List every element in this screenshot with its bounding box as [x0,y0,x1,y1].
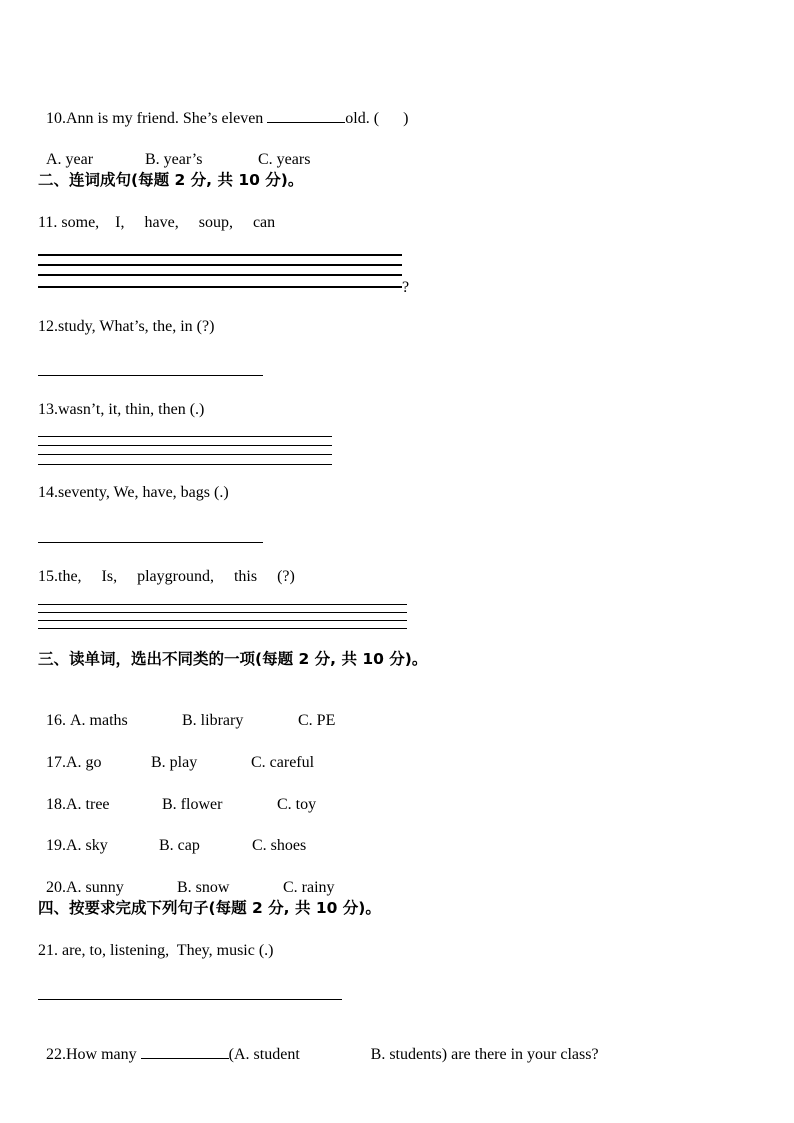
option-c: C. rainy [283,879,335,896]
option-b: B. year’s [145,151,203,168]
option-a: (A. student [228,1046,300,1063]
question-18 [38,775,316,815]
option-c: C. shoes [252,837,307,854]
answer-blank[interactable] [267,108,345,123]
question-number: 19. [46,837,66,854]
option-b: B. students) are there in your class? [370,1046,599,1063]
answer-line[interactable] [38,464,332,465]
answer-line[interactable] [38,612,407,613]
question-10-stem-after: old. ( [345,110,380,127]
question-19 [38,816,306,856]
question-number: 17. [46,754,66,771]
question-10-options [38,130,310,170]
option-c: C. years [258,151,311,168]
question-17 [38,733,314,773]
question-15: 15.the, Is, playground, this (?) [38,568,295,585]
question-number: 16. [46,712,66,729]
answer-line[interactable] [38,542,263,543]
answer-line[interactable] [38,254,402,256]
question-13: 13.wasn’t, it, thin, then (.) [38,401,205,418]
section-4-title: 四、按要求完成下列句子(每题 2 分, 共 10 分)。 [38,899,381,917]
question-16 [38,691,335,731]
answer-line[interactable] [38,286,402,288]
answer-blank[interactable] [141,1044,229,1059]
question-10 [38,88,408,129]
answer-line[interactable] [38,436,332,437]
answer-line[interactable] [38,999,342,1000]
question-20 [38,858,335,898]
option-a: A. year [46,151,94,168]
option-b: B. play [151,754,198,771]
option-c: C. PE [298,712,336,729]
question-number: 18. [46,796,66,813]
option-b: B. flower [162,796,223,813]
answer-line[interactable] [38,445,332,446]
option-b: B. snow [177,879,230,896]
answer-line[interactable] [38,628,407,629]
question-22-stem: 22.How many [46,1046,141,1063]
question-22 [38,1024,599,1065]
section-2-title: 二、连词成句(每题 2 分, 共 10 分)。 [38,171,304,189]
question-10-stem: 10.Ann is my friend. She’s eleven [46,110,268,127]
question-21: 21. are, to, listening, They, music (.) [38,942,274,959]
answer-line[interactable] [38,604,407,605]
answer-line[interactable] [38,454,332,455]
option-b: B. library [182,712,244,729]
question-11-end-mark: ? [402,279,410,296]
option-c: C. toy [277,796,317,813]
answer-line[interactable] [38,620,407,621]
option-c: C. careful [251,754,315,771]
option-a: A. sky [66,837,108,854]
question-14: 14.seventy, We, have, bags (.) [38,484,229,501]
answer-line[interactable] [38,375,263,376]
option-a: A. tree [66,796,110,813]
question-12: 12.study, What’s, the, in (?) [38,318,215,335]
option-a: A. sunny [66,879,124,896]
section-3-title: 三、读单词，选出不同类的一项(每题 2 分, 共 10 分)。 [38,650,428,668]
option-b: B. cap [159,837,200,854]
answer-line[interactable] [38,264,402,266]
paren-close: ) [403,110,409,127]
option-a: A. maths [70,712,128,729]
answer-line[interactable] [38,274,402,276]
question-11: 11. some, I, have, soup, can [38,214,276,231]
option-a: A. go [66,754,102,771]
question-number: 20. [46,879,66,896]
